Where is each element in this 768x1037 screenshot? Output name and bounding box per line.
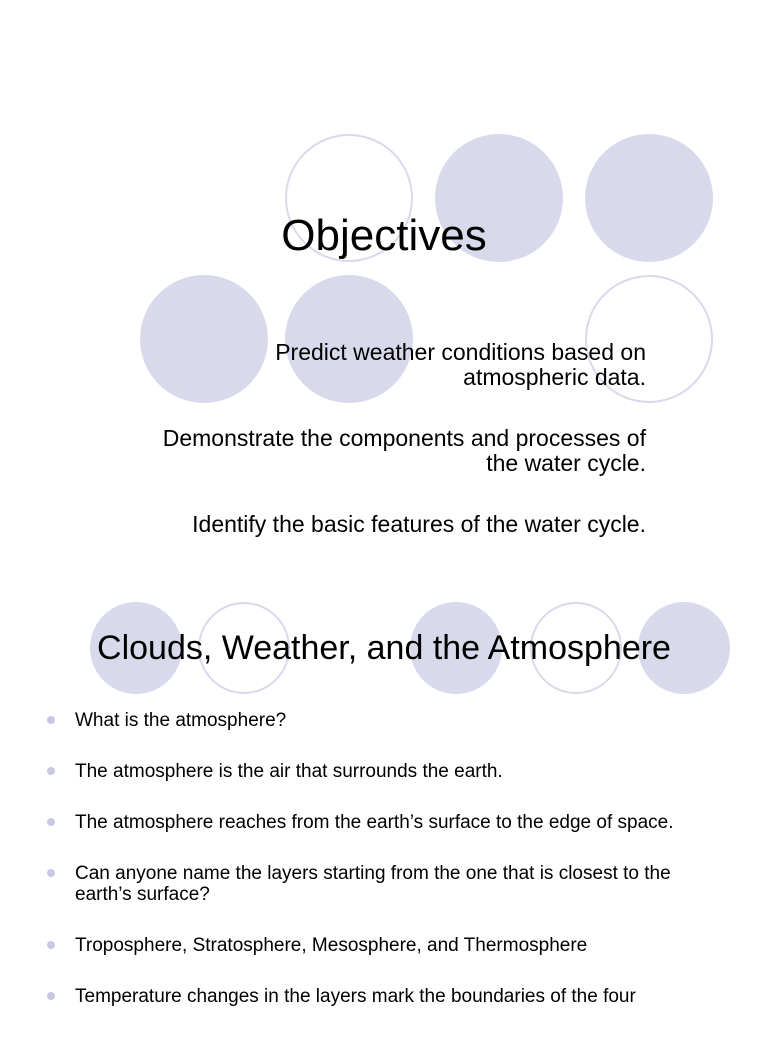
bullet-icon <box>47 941 55 949</box>
list-item <box>45 863 725 905</box>
bullet-text: Can anyone name the layers starting from the one that is closest to the earth’s surface? <box>75 863 671 905</box>
bullet-icon <box>47 716 55 724</box>
list-item <box>45 761 725 782</box>
bullet-icon <box>47 818 55 826</box>
bullet-icon <box>47 869 55 877</box>
objectives-list <box>150 340 646 573</box>
bullet-text: Troposphere, Stratosphere, Mesosphere, and Thermosphere <box>75 935 588 956</box>
bullet-icon <box>47 992 55 1000</box>
bullet-text: What is the atmosphere? <box>75 710 287 731</box>
bullet-list <box>45 710 725 1037</box>
bullet-text: The atmosphere is the air that surrounds the earth. <box>75 761 503 782</box>
objective-item: Predict weather conditions based on atmospheric data. <box>275 339 646 390</box>
objective-item: Identify the basic features of the water cycle. <box>192 511 646 537</box>
list-item <box>45 986 725 1007</box>
slide-title: Clouds, Weather, and the Atmosphere <box>97 629 671 667</box>
slide-title: Objectives <box>281 211 487 260</box>
bullet-icon <box>47 767 55 775</box>
slide-atmosphere <box>0 600 768 1024</box>
bullet-text: Temperature changes in the layers mark the boundaries of the four <box>75 986 636 1007</box>
objective-item: Demonstrate the components and processes of the water cycle. <box>162 425 646 476</box>
list-item <box>45 710 725 731</box>
list-item <box>45 812 725 833</box>
list-item <box>45 935 725 956</box>
bullet-text: The atmosphere reaches from the earth’s surface to the edge of space. <box>75 812 674 833</box>
